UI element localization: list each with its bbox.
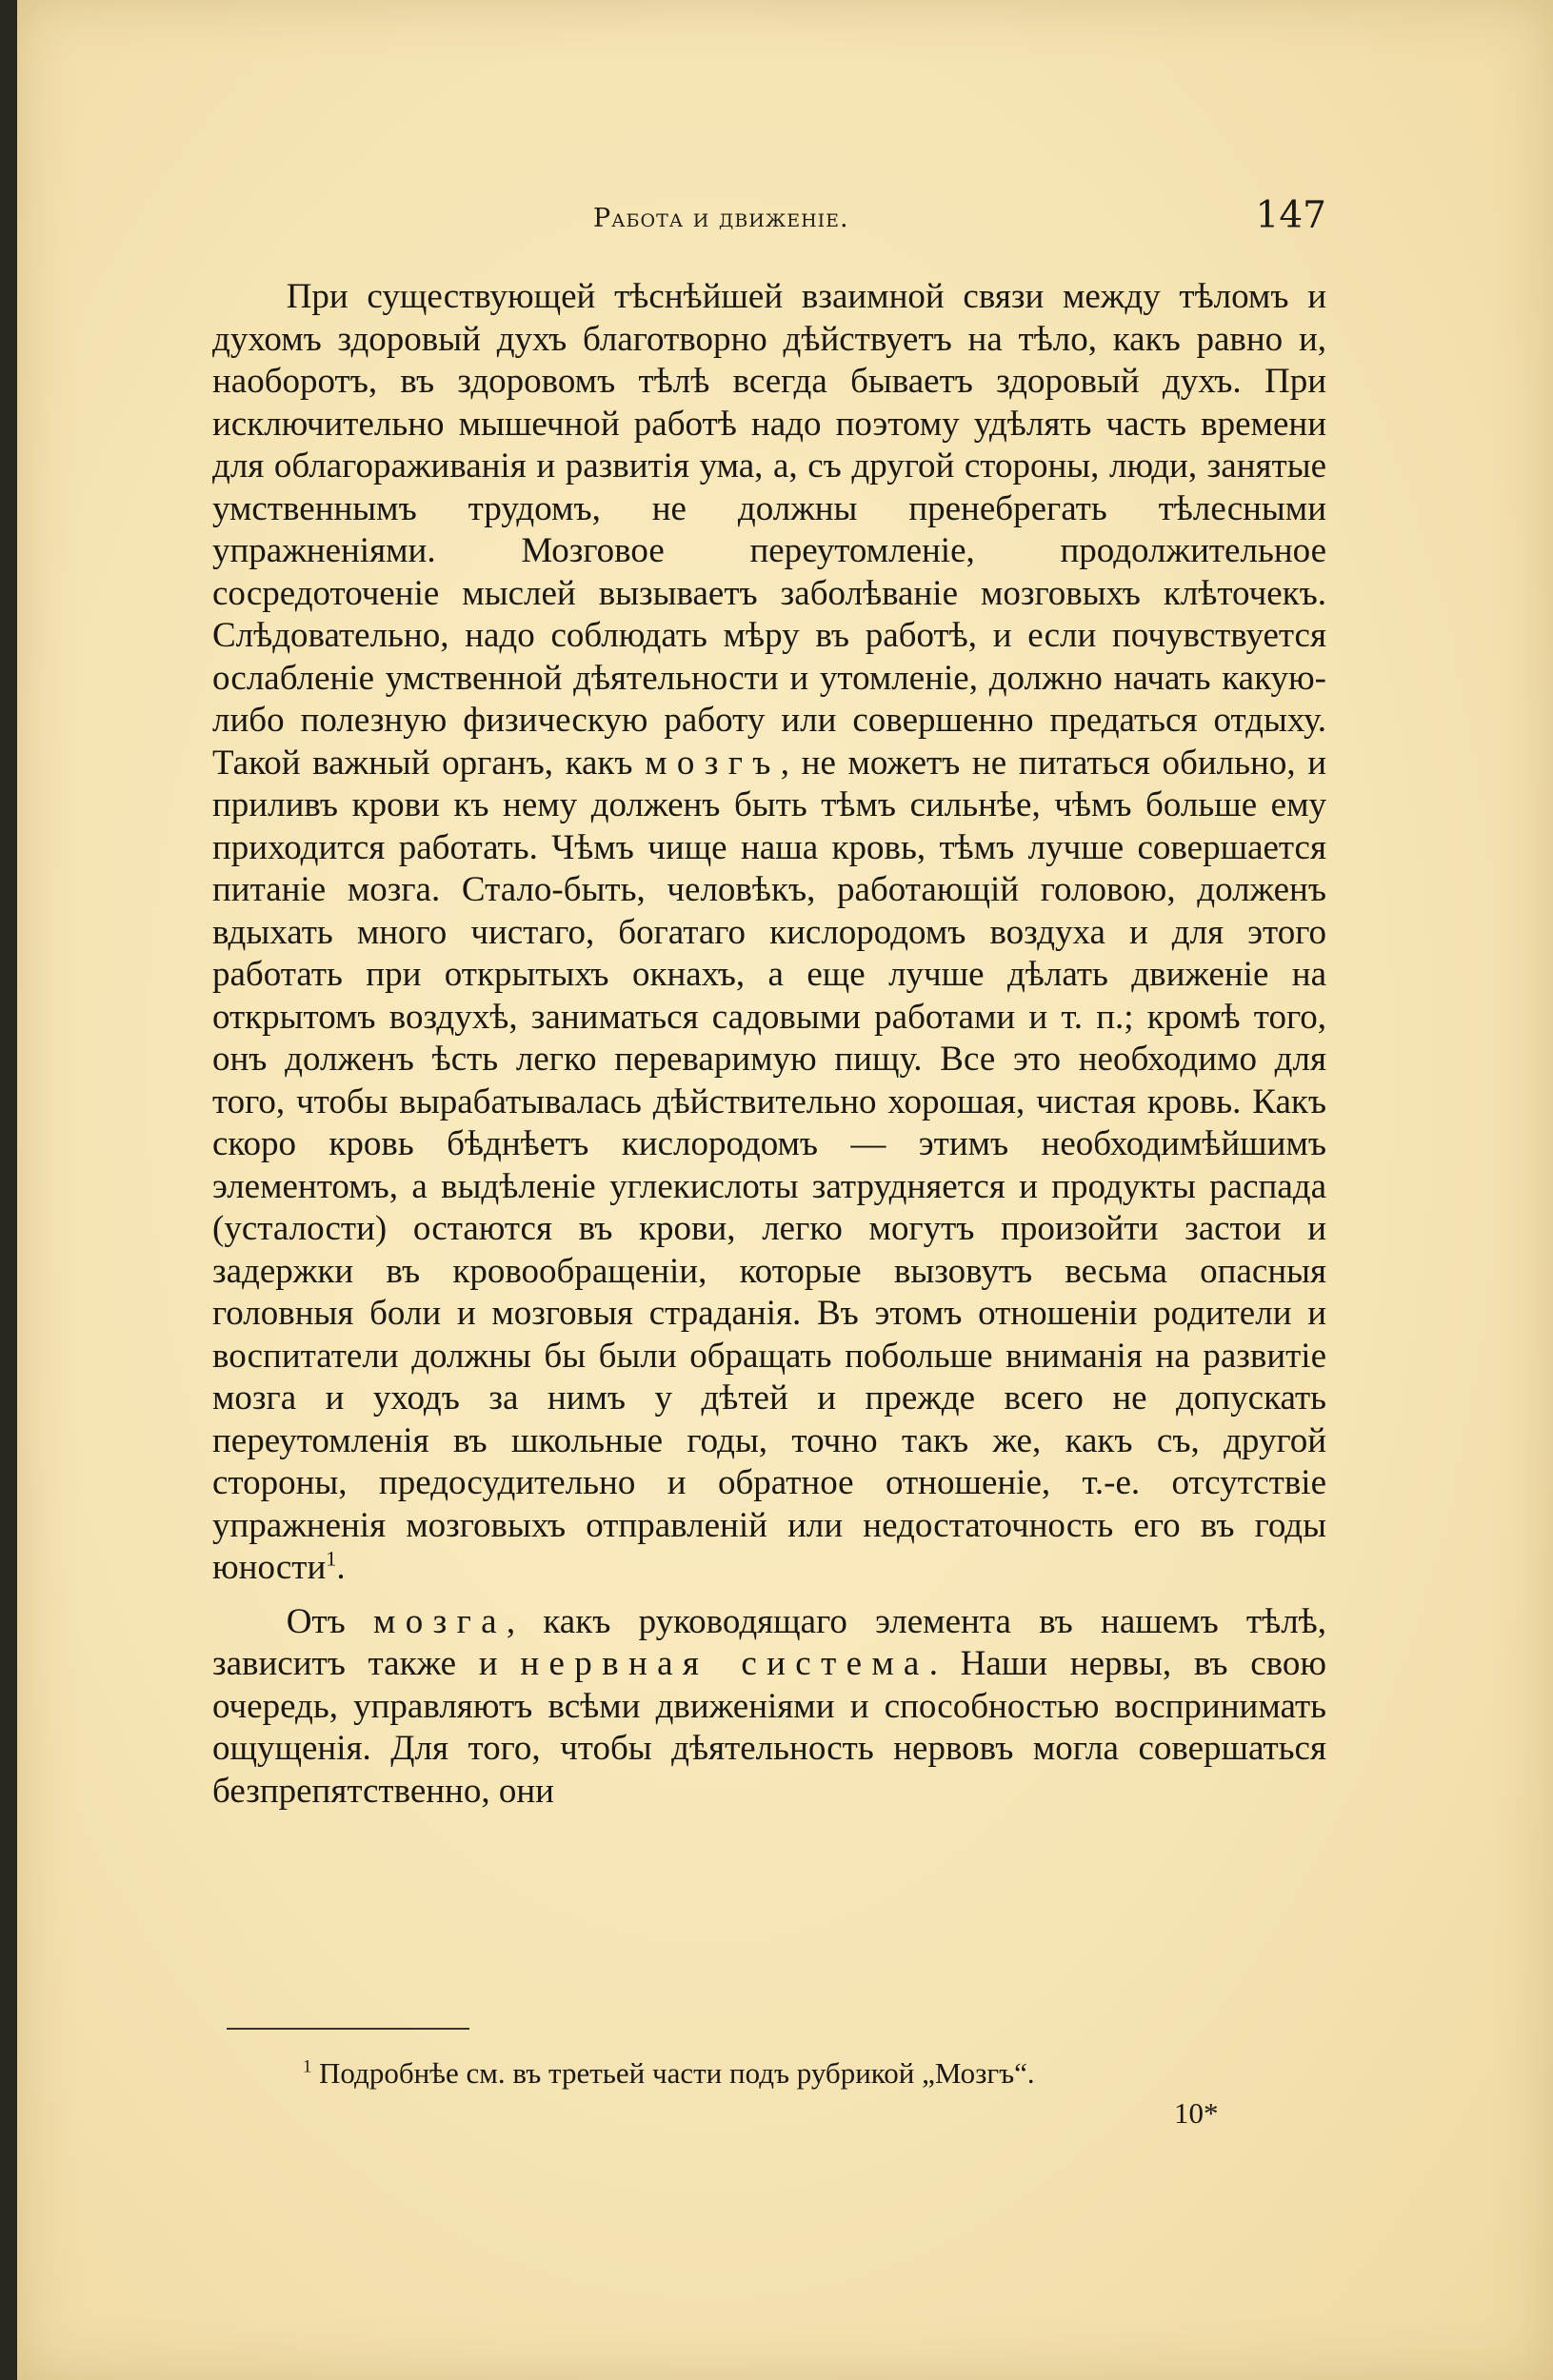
paragraph [212, 276, 1326, 1590]
footnote-rule [227, 2028, 469, 2030]
page-number: 147 [1255, 194, 1326, 237]
paragraph [212, 1601, 1326, 1814]
paragraph-text: При существующей тѣснѣйшей взаимной связи между тѣломъ и духомъ здоровый духъ благотворно дѣйствуетъ на тѣло, какъ равно и, наоборотъ, въ здоровомъ тѣлѣ всегда бываетъ здоровый духъ. При исключительно мышечной работѣ надо поэтому удѣлять часть времени для облагораживанія и развитія ума, а, съ другой стороны, люди, занятые умственнымъ трудомъ, не должны пренебрегать тѣлесными упражненіями. Мозговое переутомленіе, продолжительное сосредоточеніе мыслей вызываетъ заболѣваніе мозговыхъ клѣточекъ. Слѣдовательно, надо соблюдать мѣру въ работѣ, и если почувствуется ослабленіе умственной дѣятельности и утомленіе, должно начать какую-либо полезную физическую работу или совершенно предаться отдыху. Такой важный органъ, какъ [212, 277, 1326, 783]
paragraph-text: , не можетъ не питаться обильно, и приливъ крови къ нему долженъ быть тѣмъ сильнѣе, чѣмъ больше ему приходится работать. Чѣмъ чище наша кровь, тѣмъ лучше совершается питаніе мозга. Стало-быть, человѣкъ, работающій головою, долженъ вдыхать много чистаго, богатаго кислородомъ воздуха и для этого работать при открытыхъ окнахъ, а еще лучше дѣлать движеніе на открытомъ воздухѣ, заниматься садовыми работами и т. п.; кромѣ того, онъ долженъ ѣсть легко переваримую пищу. Все это необходимо для того, чтобы вырабатывалась дѣйствительно хорошая, чистая кровь. Какъ скоро кровь бѣднѣетъ кислородомъ — этимъ необходимѣйшимъ элементомъ, а выдѣленіе углекислоты затрудняется и продукты распада (усталости) остаются въ крови, легко могутъ произойти застои и задержки въ кровообращеніи, которые вызовутъ весьма опасныя головныя боли и мозговыя страданія. Въ этомъ отношеніи родители и воспитатели должны бы были обращать побольше вниманія на развитіе мозга и уходъ за нимъ у дѣтей и прежде всего не допускать переутомленія въ школьные годы, точно такъ же, какъ съ, другой стороны, предосудительно и обратное отношеніе, т.-е. отсутствіе упражненія мозговыхъ отправленій или недостаточность его въ годы юности [212, 743, 1326, 1587]
footnote-text: Подробнѣе см. въ третьей части подъ рубрикой „Мозгъ“. [311, 2056, 1035, 2090]
signature-mark: 10* [1174, 2096, 1219, 2130]
footnote-marker: 1 [303, 2056, 312, 2077]
paragraph-text: . Наши нервы, въ свою очередь, управляютъ всѣми движеніями и способностью воспринимать ощущенія. Для того, чтобы дѣятельность нервовъ могла совершаться безпрепятственно, они [212, 1644, 1327, 1811]
emphasized-word: мозга [372, 1601, 507, 1641]
paragraph-end: . [336, 1548, 346, 1587]
running-title: Работа и движеніе. [593, 204, 849, 233]
footnote-reference: 1 [326, 1546, 337, 1571]
emphasized-word: нервная система [520, 1644, 929, 1683]
book-page [17, 0, 1553, 2380]
paragraph-text: , какъ руководящаго элемента въ нашемъ тѣлѣ, зависитъ также и [212, 1601, 1327, 1683]
body-text [212, 276, 1326, 1813]
emphasized-word: мозгъ [645, 743, 781, 783]
paragraph-text: Отъ [286, 1601, 346, 1641]
page-header [212, 190, 1326, 248]
footnote [212, 2054, 1326, 2092]
